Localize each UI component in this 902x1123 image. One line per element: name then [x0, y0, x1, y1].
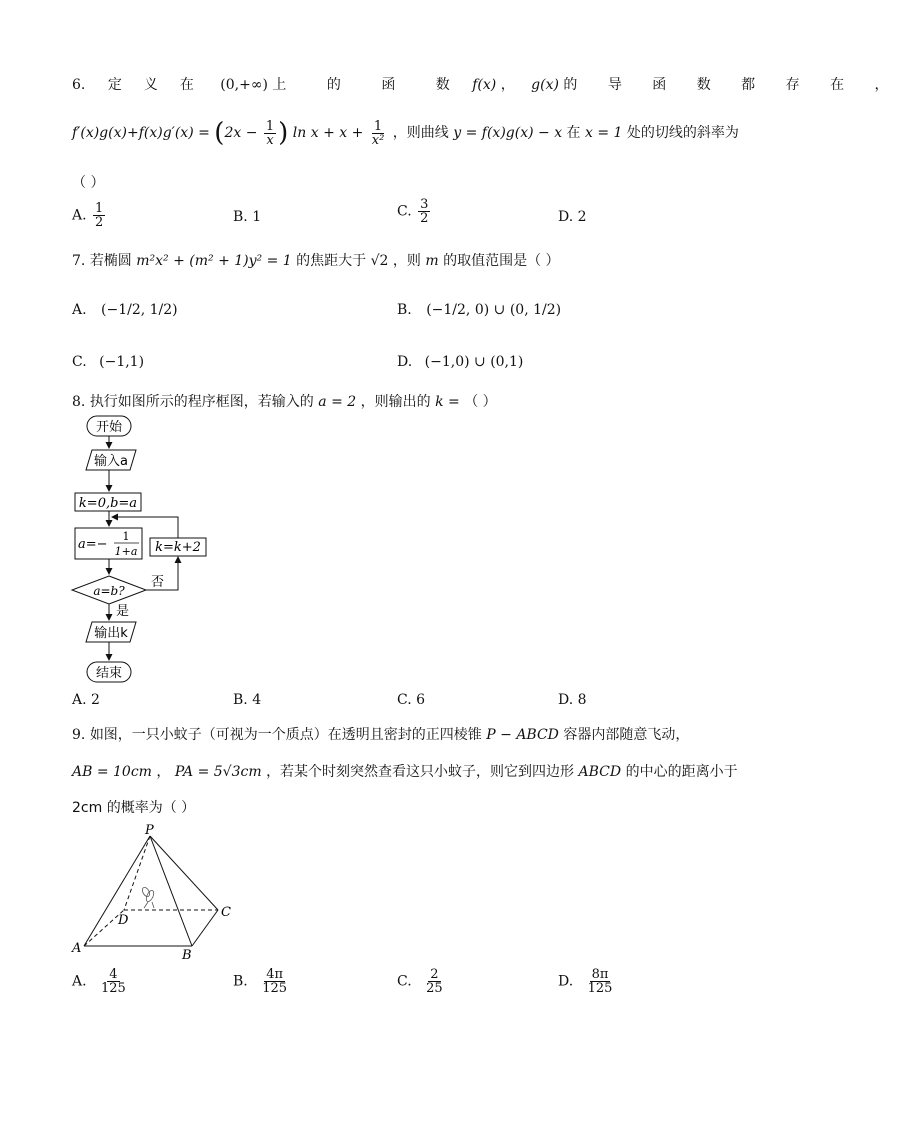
q8-end: （ ）	[464, 394, 497, 410]
flow-inc-text: k=k+2	[155, 540, 201, 555]
q6-x1: x = 1	[585, 125, 623, 141]
q9-comma: ，	[156, 764, 171, 780]
flow-no-label: 否	[151, 575, 165, 590]
q8-k: k =	[435, 394, 460, 410]
label-a: A	[72, 941, 82, 956]
q9-option-c[interactable]: C. $\frac{2}{25}$	[397, 967, 443, 996]
q7-sqrt: √2	[370, 253, 389, 269]
mosquito-icon	[141, 886, 155, 908]
q6-line1	[72, 74, 902, 94]
q8-option-c[interactable]: C. 6	[397, 692, 426, 708]
q7-end: 的取值范围是（ ）	[443, 253, 560, 269]
q7-line	[72, 250, 560, 270]
q8-mid: ，则输出的	[360, 394, 431, 410]
q7-option-b[interactable]: B. (−1/2, 0) ∪ (0, 1/2)	[397, 302, 562, 318]
q7-option-d[interactable]: D. (−1,0) ∪ (0,1)	[397, 354, 524, 370]
q6-option-a[interactable]: A. $\frac{1}{2}$	[72, 201, 104, 230]
q9-option-d[interactable]: D. $\frac{8\pi}{125}$	[558, 967, 613, 996]
q8-option-a[interactable]: A. 2	[72, 692, 100, 708]
label-c: C	[221, 905, 231, 920]
q6-mid: 2x −	[224, 125, 258, 141]
q9-option-a[interactable]: A. $\frac{4}{125}$	[72, 967, 126, 996]
q6-comma: ，	[500, 77, 515, 93]
q6-frac1: $\frac{1}{x}$	[265, 118, 275, 148]
q6-line2: f′(x)g(x)+f(x)g′(x) = (2x − $\frac{1}{x}$ ) ln x + x + $\frac{1}{\text{x²}}$ ，则曲线 y = f(x)g(x) − x 在 x = 1 处的切线的斜率为	[72, 118, 739, 148]
q6-fx: f(x)	[472, 77, 497, 93]
q6-text-curve: ，则曲线	[392, 125, 449, 141]
q8-pre: 执行如图所示的程序框图，若输入的	[89, 394, 314, 410]
q6-gx: g(x)	[531, 77, 559, 93]
flow-init-text: k=0,b=a	[78, 496, 138, 511]
q6-text-on: 上 的 函 数	[272, 77, 468, 93]
q7-eq: m²x² + (m² + 1)y² = 1	[136, 253, 292, 269]
q6-interval: (0,+∞)	[220, 77, 268, 93]
label-d: D	[118, 913, 129, 928]
label-b: B	[182, 948, 192, 963]
q9-l1-end: 容器内部随意飞动，	[563, 727, 690, 743]
q6-number: 6.	[72, 77, 86, 93]
q6-text-end: 处的切线的斜率为	[626, 125, 739, 141]
q7-option-c[interactable]: C. (−1,1)	[72, 354, 145, 370]
q9-pyramid-figure	[66, 818, 246, 968]
q9-line3: 2cm 的概率为（ ）	[72, 800, 196, 816]
flow-end-text: 结束	[95, 666, 123, 681]
q6-text-rest: 的 导 函 数 都 存 在 ，	[563, 77, 902, 93]
q7-mid: 的焦距大于	[296, 253, 367, 269]
q8-option-b[interactable]: B. 4	[233, 692, 262, 708]
q9-ab: AB = 10cm	[72, 764, 152, 780]
flow-input-text: 输入a	[94, 454, 128, 469]
q8-a2: a = 2	[318, 394, 357, 410]
q6-lhs: f′(x)g(x)+f(x)g′(x) =	[72, 125, 210, 141]
q7-number: 7.	[72, 253, 86, 269]
flow-assign-den: 1+a	[114, 545, 138, 558]
flow-assign-num: 1	[122, 530, 130, 543]
q9-pa: PA = 5√3cm	[174, 764, 262, 780]
q6-frac2: $\frac{1}{\text{x²}}$	[371, 118, 385, 148]
q8-option-d[interactable]: D. 8	[558, 692, 587, 708]
q9-line2	[72, 761, 738, 781]
flow-start-text: 开始	[95, 420, 123, 435]
q8-flowchart	[60, 412, 230, 692]
flow-output-text: 输出k	[94, 626, 128, 641]
q9-l2-end: 的中心的距离小于	[625, 764, 738, 780]
q9-number: 9.	[72, 727, 86, 743]
q6-option-c[interactable]: C. $\frac{3}{2}$	[397, 197, 429, 226]
flow-yes-label: 是	[116, 604, 130, 619]
q7-post: ，则	[392, 253, 421, 269]
q6-option-b[interactable]: B. 1	[233, 209, 262, 225]
q9-abcd: ABCD	[578, 764, 622, 780]
q7-pre: 若椭圆	[89, 253, 132, 269]
q6-text-define: 定义在	[107, 77, 216, 93]
flow-cond-text: a=b?	[93, 584, 125, 598]
q6-after: ln x + x +	[292, 125, 364, 141]
q9-pyramid: P − ABCD	[486, 727, 559, 743]
q6-curve: y = f(x)g(x) − x	[453, 125, 563, 141]
flow-assign-pre: a=−	[78, 537, 108, 552]
q9-option-b[interactable]: B. $\frac{4\pi}{125}$	[233, 967, 288, 996]
label-p: P	[145, 823, 154, 838]
q9-l1-pre: 如图，一只小蚊子（可视为一个质点）在透明且密封的正四棱锥	[89, 727, 482, 743]
q9-l2-text: ，若某个时刻突然查看这只小蚊子，则它到四边形	[266, 764, 575, 780]
q7-option-a[interactable]: A. (−1/2, 1/2)	[72, 302, 178, 318]
q6-option-d[interactable]: D. 2	[558, 209, 587, 225]
q7-m: m	[425, 253, 439, 269]
q8-number: 8.	[72, 394, 86, 410]
q6-blank: （ ）	[72, 175, 105, 191]
q8-line	[72, 391, 497, 411]
q9-line1	[72, 724, 689, 744]
q6-text-at: 在	[566, 125, 581, 141]
